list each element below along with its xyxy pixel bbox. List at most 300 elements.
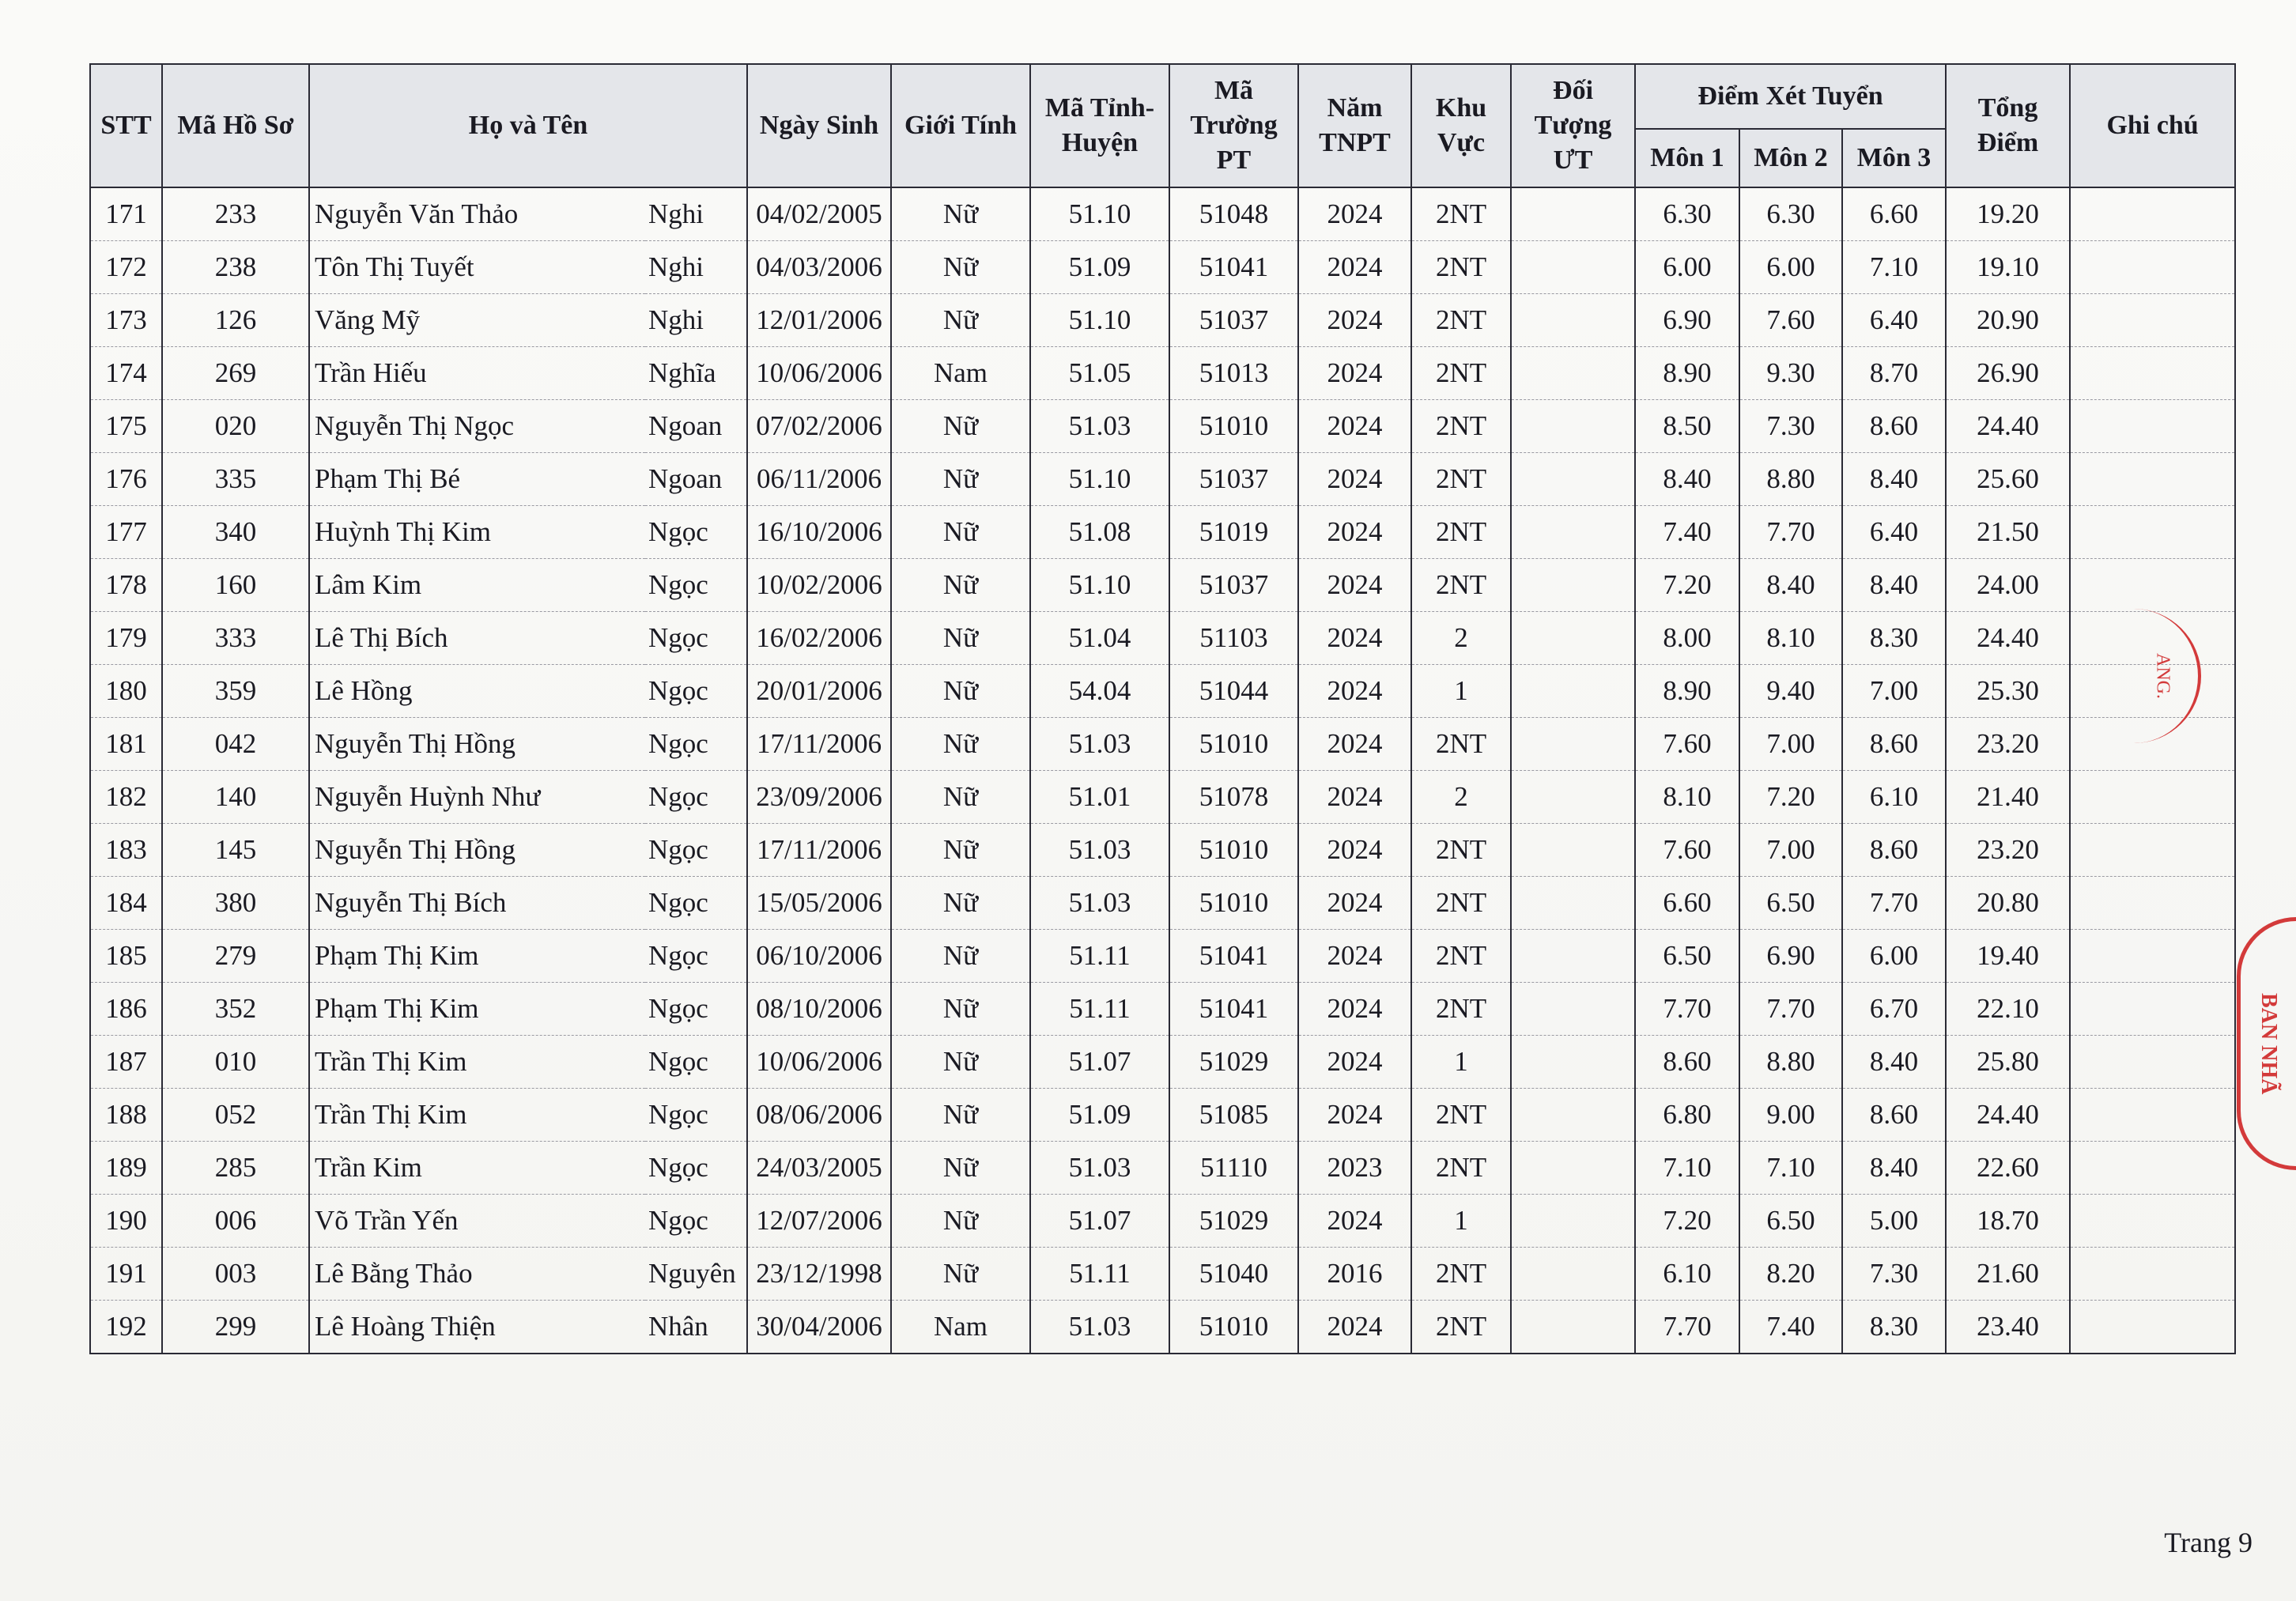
cell-mon-1: 6.50: [1635, 930, 1739, 983]
cell-ghi-chu: [2070, 824, 2235, 877]
cell-ma-tinh-huyen: 51.03: [1030, 877, 1169, 930]
cell-ma-ho-so: 335: [162, 453, 309, 506]
cell-ghi-chu: [2070, 559, 2235, 612]
cell-mon-2: 8.80: [1739, 453, 1842, 506]
cell-mon-1: 6.90: [1635, 294, 1739, 347]
cell-doi-tuong-ut: [1511, 559, 1635, 612]
cell-ma-truong-pt: 51103: [1169, 612, 1298, 665]
cell-ten: Ngọc: [645, 718, 747, 771]
cell-ma-tinh-huyen: 51.11: [1030, 1248, 1169, 1301]
cell-ngay-sinh: 30/04/2006: [747, 1301, 891, 1354]
cell-ngay-sinh: 23/12/1998: [747, 1248, 891, 1301]
cell-ma-truong-pt: 51010: [1169, 1301, 1298, 1354]
cell-stt: 181: [90, 718, 162, 771]
cell-ghi-chu: [2070, 506, 2235, 559]
cell-doi-tuong-ut: [1511, 506, 1635, 559]
cell-mon-2: 7.00: [1739, 718, 1842, 771]
table-row: [90, 241, 2235, 294]
cell-doi-tuong-ut: [1511, 347, 1635, 400]
cell-ho: Nguyễn Thị Ngọc: [309, 400, 645, 453]
cell-ho: Lâm Kim: [309, 559, 645, 612]
cell-tong-diem: 24.40: [1946, 1089, 2070, 1142]
cell-mon-1: 6.30: [1635, 187, 1739, 241]
cell-ma-truong-pt: 51044: [1169, 665, 1298, 718]
cell-doi-tuong-ut: [1511, 877, 1635, 930]
cell-mon-1: 8.40: [1635, 453, 1739, 506]
cell-mon-1: 7.60: [1635, 824, 1739, 877]
cell-mon-2: 6.00: [1739, 241, 1842, 294]
cell-nam-tnpt: 2024: [1298, 1301, 1411, 1354]
cell-mon-2: 8.40: [1739, 559, 1842, 612]
cell-khu-vuc: 2NT: [1411, 1089, 1511, 1142]
cell-doi-tuong-ut: [1511, 187, 1635, 241]
cell-ten: Nguyên: [645, 1248, 747, 1301]
cell-ghi-chu: [2070, 400, 2235, 453]
cell-stt: 178: [90, 559, 162, 612]
cell-tong-diem: 25.80: [1946, 1036, 2070, 1089]
cell-nam-tnpt: 2024: [1298, 187, 1411, 241]
cell-ghi-chu: [2070, 930, 2235, 983]
stamp-arc-text: ANG.: [2152, 653, 2173, 699]
cell-ma-ho-so: 238: [162, 241, 309, 294]
cell-tong-diem: 21.50: [1946, 506, 2070, 559]
cell-ma-ho-so: 160: [162, 559, 309, 612]
cell-ma-tinh-huyen: 51.09: [1030, 1089, 1169, 1142]
cell-stt: 189: [90, 1142, 162, 1195]
cell-ho: Phạm Thị Kim: [309, 983, 645, 1036]
cell-ghi-chu: [2070, 1142, 2235, 1195]
cell-tong-diem: 22.60: [1946, 1142, 2070, 1195]
cell-nam-tnpt: 2024: [1298, 1195, 1411, 1248]
cell-tong-diem: 23.20: [1946, 824, 2070, 877]
table-header-row: [90, 64, 2235, 129]
cell-mon-2: 7.60: [1739, 294, 1842, 347]
cell-gioi-tinh: Nam: [891, 1301, 1030, 1354]
cell-khu-vuc: 2NT: [1411, 930, 1511, 983]
table-row: [90, 612, 2235, 665]
cell-mon-2: 6.50: [1739, 1195, 1842, 1248]
table-row: [90, 187, 2235, 241]
cell-ma-tinh-huyen: 51.10: [1030, 559, 1169, 612]
cell-doi-tuong-ut: [1511, 930, 1635, 983]
cell-khu-vuc: 2NT: [1411, 1248, 1511, 1301]
table-body: [90, 187, 2235, 1354]
cell-ma-ho-so: 126: [162, 294, 309, 347]
cell-ma-truong-pt: 51085: [1169, 1089, 1298, 1142]
cell-gioi-tinh: Nữ: [891, 294, 1030, 347]
cell-doi-tuong-ut: [1511, 718, 1635, 771]
cell-ma-tinh-huyen: 51.05: [1030, 347, 1169, 400]
cell-mon-3: 6.00: [1842, 930, 1946, 983]
cell-stt: 185: [90, 930, 162, 983]
cell-mon-3: 6.10: [1842, 771, 1946, 824]
cell-gioi-tinh: Nữ: [891, 718, 1030, 771]
cell-tong-diem: 19.20: [1946, 187, 2070, 241]
cell-ghi-chu: [2070, 771, 2235, 824]
cell-ngay-sinh: 16/10/2006: [747, 506, 891, 559]
cell-gioi-tinh: Nữ: [891, 400, 1030, 453]
cell-ma-ho-so: 140: [162, 771, 309, 824]
cell-stt: 173: [90, 294, 162, 347]
cell-stt: 184: [90, 877, 162, 930]
cell-ho: Lê Hồng: [309, 665, 645, 718]
cell-ma-tinh-huyen: 51.04: [1030, 612, 1169, 665]
cell-ma-tinh-huyen: 51.03: [1030, 824, 1169, 877]
cell-ghi-chu: [2070, 1248, 2235, 1301]
cell-mon-2: 6.90: [1739, 930, 1842, 983]
cell-ngay-sinh: 20/01/2006: [747, 665, 891, 718]
cell-ma-ho-so: 269: [162, 347, 309, 400]
cell-khu-vuc: 2NT: [1411, 1142, 1511, 1195]
cell-gioi-tinh: Nữ: [891, 187, 1030, 241]
cell-mon-1: 8.90: [1635, 347, 1739, 400]
cell-ten: Ngọc: [645, 506, 747, 559]
cell-doi-tuong-ut: [1511, 294, 1635, 347]
header-doi-tuong-ut: Đối Tượng ƯT: [1511, 64, 1635, 187]
cell-stt: 183: [90, 824, 162, 877]
table-row: [90, 294, 2235, 347]
cell-nam-tnpt: 2024: [1298, 1036, 1411, 1089]
cell-tong-diem: 25.60: [1946, 453, 2070, 506]
header-mon-1: Môn 1: [1635, 129, 1739, 187]
cell-ngay-sinh: 12/07/2006: [747, 1195, 891, 1248]
cell-mon-3: 8.40: [1842, 453, 1946, 506]
cell-ho: Lê Thị Bích: [309, 612, 645, 665]
cell-mon-3: 6.70: [1842, 983, 1946, 1036]
cell-doi-tuong-ut: [1511, 400, 1635, 453]
cell-tong-diem: 21.40: [1946, 771, 2070, 824]
cell-stt: 172: [90, 241, 162, 294]
cell-stt: 191: [90, 1248, 162, 1301]
cell-ho: Huỳnh Thị Kim: [309, 506, 645, 559]
cell-doi-tuong-ut: [1511, 983, 1635, 1036]
cell-tong-diem: 20.90: [1946, 294, 2070, 347]
cell-khu-vuc: 2NT: [1411, 824, 1511, 877]
cell-ten: Ngoan: [645, 453, 747, 506]
cell-khu-vuc: 2NT: [1411, 559, 1511, 612]
cell-mon-1: 8.10: [1635, 771, 1739, 824]
cell-ngay-sinh: 23/09/2006: [747, 771, 891, 824]
cell-mon-3: 8.30: [1842, 612, 1946, 665]
cell-mon-2: 7.40: [1739, 1301, 1842, 1354]
cell-ho: Phạm Thị Bé: [309, 453, 645, 506]
cell-gioi-tinh: Nữ: [891, 241, 1030, 294]
header-nam-tnpt: Năm TNPT: [1298, 64, 1411, 187]
cell-mon-3: 6.60: [1842, 187, 1946, 241]
cell-mon-2: 8.20: [1739, 1248, 1842, 1301]
cell-stt: 175: [90, 400, 162, 453]
cell-ma-truong-pt: 51010: [1169, 877, 1298, 930]
cell-ma-truong-pt: 51029: [1169, 1036, 1298, 1089]
cell-ma-tinh-huyen: 51.03: [1030, 400, 1169, 453]
cell-ghi-chu: [2070, 983, 2235, 1036]
cell-tong-diem: 26.90: [1946, 347, 2070, 400]
table-row: [90, 559, 2235, 612]
cell-ma-ho-so: 380: [162, 877, 309, 930]
cell-nam-tnpt: 2024: [1298, 718, 1411, 771]
cell-stt: 190: [90, 1195, 162, 1248]
cell-ngay-sinh: 08/10/2006: [747, 983, 891, 1036]
cell-mon-3: 6.40: [1842, 294, 1946, 347]
cell-mon-2: 7.00: [1739, 824, 1842, 877]
cell-ghi-chu: [2070, 347, 2235, 400]
cell-ten: Nghi: [645, 294, 747, 347]
cell-nam-tnpt: 2024: [1298, 824, 1411, 877]
cell-ma-ho-so: 052: [162, 1089, 309, 1142]
cell-ma-truong-pt: 51040: [1169, 1248, 1298, 1301]
cell-ten: Ngọc: [645, 612, 747, 665]
cell-stt: 186: [90, 983, 162, 1036]
cell-mon-1: 7.20: [1635, 1195, 1739, 1248]
cell-mon-2: 9.00: [1739, 1089, 1842, 1142]
cell-gioi-tinh: Nữ: [891, 877, 1030, 930]
cell-mon-1: 7.20: [1635, 559, 1739, 612]
cell-mon-2: 9.30: [1739, 347, 1842, 400]
cell-stt: 174: [90, 347, 162, 400]
cell-mon-3: 8.60: [1842, 1089, 1946, 1142]
cell-ghi-chu: [2070, 1089, 2235, 1142]
cell-tong-diem: 23.40: [1946, 1301, 2070, 1354]
cell-tong-diem: 19.40: [1946, 930, 2070, 983]
cell-ngay-sinh: 04/03/2006: [747, 241, 891, 294]
table-row: [90, 347, 2235, 400]
cell-ten: Ngọc: [645, 1195, 747, 1248]
cell-ma-ho-so: 359: [162, 665, 309, 718]
header-ngay-sinh: Ngày Sinh: [747, 64, 891, 187]
cell-gioi-tinh: Nữ: [891, 824, 1030, 877]
cell-khu-vuc: 2NT: [1411, 1301, 1511, 1354]
cell-khu-vuc: 2: [1411, 771, 1511, 824]
cell-doi-tuong-ut: [1511, 1301, 1635, 1354]
cell-gioi-tinh: Nữ: [891, 665, 1030, 718]
table-row: [90, 718, 2235, 771]
cell-ma-truong-pt: 51048: [1169, 187, 1298, 241]
header-ma-tinh-huyen: Mã Tỉnh-Huyện: [1030, 64, 1169, 187]
cell-ten: Nghĩa: [645, 347, 747, 400]
cell-mon-3: 5.00: [1842, 1195, 1946, 1248]
cell-ma-truong-pt: 51010: [1169, 718, 1298, 771]
cell-ma-tinh-huyen: 51.03: [1030, 1301, 1169, 1354]
cell-mon-3: 6.40: [1842, 506, 1946, 559]
table-row: [90, 1301, 2235, 1354]
cell-mon-3: 8.40: [1842, 559, 1946, 612]
cell-mon-3: 8.40: [1842, 1036, 1946, 1089]
cell-mon-1: 8.50: [1635, 400, 1739, 453]
cell-ho: Lê Hoàng Thiện: [309, 1301, 645, 1354]
header-mon-2: Môn 2: [1739, 129, 1842, 187]
table-row: [90, 877, 2235, 930]
cell-gioi-tinh: Nữ: [891, 1142, 1030, 1195]
cell-mon-2: 7.10: [1739, 1142, 1842, 1195]
cell-mon-1: 6.00: [1635, 241, 1739, 294]
cell-tong-diem: 22.10: [1946, 983, 2070, 1036]
table-row: [90, 1142, 2235, 1195]
header-stt: STT: [90, 64, 162, 187]
cell-gioi-tinh: Nữ: [891, 453, 1030, 506]
header-tong-diem: Tổng Điểm: [1946, 64, 2070, 187]
cell-mon-1: 8.00: [1635, 612, 1739, 665]
cell-mon-3: 8.60: [1842, 824, 1946, 877]
table-row: [90, 453, 2235, 506]
cell-nam-tnpt: 2024: [1298, 983, 1411, 1036]
cell-mon-1: 7.10: [1635, 1142, 1739, 1195]
cell-ma-truong-pt: 51110: [1169, 1142, 1298, 1195]
cell-ngay-sinh: 24/03/2005: [747, 1142, 891, 1195]
header-ho-va-ten: Họ và Tên: [309, 64, 747, 187]
cell-ma-truong-pt: 51041: [1169, 983, 1298, 1036]
cell-stt: 182: [90, 771, 162, 824]
cell-ho: Nguyễn Thị Hồng: [309, 718, 645, 771]
cell-ma-ho-so: 340: [162, 506, 309, 559]
cell-ma-ho-so: 279: [162, 930, 309, 983]
cell-ma-ho-so: 145: [162, 824, 309, 877]
cell-nam-tnpt: 2024: [1298, 506, 1411, 559]
header-diem-xet-tuyen: Điểm Xét Tuyển: [1635, 64, 1946, 129]
cell-khu-vuc: 2NT: [1411, 294, 1511, 347]
cell-ho: Nguyễn Huỳnh Như: [309, 771, 645, 824]
cell-doi-tuong-ut: [1511, 1036, 1635, 1089]
cell-ten: Ngọc: [645, 877, 747, 930]
cell-ma-tinh-huyen: 51.03: [1030, 1142, 1169, 1195]
cell-ghi-chu: [2070, 187, 2235, 241]
cell-mon-1: 8.60: [1635, 1036, 1739, 1089]
table-row: [90, 1195, 2235, 1248]
cell-ten: Ngọc: [645, 771, 747, 824]
cell-tong-diem: 19.10: [1946, 241, 2070, 294]
cell-ngay-sinh: 16/02/2006: [747, 612, 891, 665]
cell-ten: Ngọc: [645, 559, 747, 612]
cell-ma-tinh-huyen: 51.01: [1030, 771, 1169, 824]
cell-mon-2: 9.40: [1739, 665, 1842, 718]
cell-ho: Phạm Thị Kim: [309, 930, 645, 983]
cell-nam-tnpt: 2024: [1298, 347, 1411, 400]
cell-khu-vuc: 2NT: [1411, 400, 1511, 453]
cell-ma-tinh-huyen: 51.07: [1030, 1195, 1169, 1248]
cell-ma-tinh-huyen: 51.11: [1030, 930, 1169, 983]
cell-mon-3: 7.10: [1842, 241, 1946, 294]
cell-nam-tnpt: 2024: [1298, 612, 1411, 665]
cell-ma-ho-so: 006: [162, 1195, 309, 1248]
header-ma-truong-pt: Mã Trường PT: [1169, 64, 1298, 187]
cell-gioi-tinh: Nữ: [891, 1089, 1030, 1142]
cell-ten: Ngọc: [645, 1036, 747, 1089]
cell-khu-vuc: 1: [1411, 1036, 1511, 1089]
cell-ten: Ngọc: [645, 1089, 747, 1142]
cell-nam-tnpt: 2024: [1298, 294, 1411, 347]
cell-doi-tuong-ut: [1511, 1195, 1635, 1248]
cell-nam-tnpt: 2023: [1298, 1142, 1411, 1195]
stamp-text: BAN NHÃ: [2256, 992, 2281, 1095]
cell-doi-tuong-ut: [1511, 1089, 1635, 1142]
cell-ngay-sinh: 08/06/2006: [747, 1089, 891, 1142]
cell-khu-vuc: 2NT: [1411, 506, 1511, 559]
red-stamp-partial: [2237, 917, 2296, 1170]
cell-ma-truong-pt: 51019: [1169, 506, 1298, 559]
cell-mon-1: 8.90: [1635, 665, 1739, 718]
cell-ma-ho-so: 299: [162, 1301, 309, 1354]
cell-mon-2: 8.80: [1739, 1036, 1842, 1089]
cell-ghi-chu: [2070, 877, 2235, 930]
cell-gioi-tinh: Nữ: [891, 930, 1030, 983]
cell-tong-diem: 20.80: [1946, 877, 2070, 930]
cell-mon-1: 7.60: [1635, 718, 1739, 771]
cell-tong-diem: 21.60: [1946, 1248, 2070, 1301]
cell-nam-tnpt: 2024: [1298, 559, 1411, 612]
cell-ten: Ngọc: [645, 1142, 747, 1195]
cell-mon-1: 6.10: [1635, 1248, 1739, 1301]
cell-ma-truong-pt: 51037: [1169, 294, 1298, 347]
cell-nam-tnpt: 2024: [1298, 241, 1411, 294]
cell-ma-ho-so: 285: [162, 1142, 309, 1195]
cell-khu-vuc: 2NT: [1411, 241, 1511, 294]
table-row: [90, 771, 2235, 824]
cell-ho: Võ Trần Yến: [309, 1195, 645, 1248]
cell-mon-1: 6.60: [1635, 877, 1739, 930]
cell-ten: Nghi: [645, 241, 747, 294]
cell-nam-tnpt: 2024: [1298, 877, 1411, 930]
cell-ma-ho-so: 042: [162, 718, 309, 771]
cell-khu-vuc: 2: [1411, 612, 1511, 665]
cell-ngay-sinh: 15/05/2006: [747, 877, 891, 930]
cell-mon-2: 7.70: [1739, 983, 1842, 1036]
cell-ma-truong-pt: 51010: [1169, 400, 1298, 453]
cell-ngay-sinh: 10/02/2006: [747, 559, 891, 612]
cell-ma-tinh-huyen: 51.10: [1030, 453, 1169, 506]
cell-mon-3: 8.30: [1842, 1301, 1946, 1354]
cell-stt: 192: [90, 1301, 162, 1354]
header-mon-3: Môn 3: [1842, 129, 1946, 187]
cell-doi-tuong-ut: [1511, 771, 1635, 824]
header-gioi-tinh: Giới Tính: [891, 64, 1030, 187]
cell-khu-vuc: 2NT: [1411, 187, 1511, 241]
cell-ho: Nguyễn Văn Thảo: [309, 187, 645, 241]
cell-ho: Văng Mỹ: [309, 294, 645, 347]
cell-ma-ho-so: 233: [162, 187, 309, 241]
cell-ngay-sinh: 10/06/2006: [747, 347, 891, 400]
cell-ho: Nguyễn Thị Bích: [309, 877, 645, 930]
cell-ma-tinh-huyen: 51.10: [1030, 294, 1169, 347]
table-row: [90, 1036, 2235, 1089]
cell-mon-1: 7.70: [1635, 1301, 1739, 1354]
cell-tong-diem: 18.70: [1946, 1195, 2070, 1248]
cell-doi-tuong-ut: [1511, 824, 1635, 877]
cell-khu-vuc: 1: [1411, 1195, 1511, 1248]
cell-ten: Ngoan: [645, 400, 747, 453]
cell-doi-tuong-ut: [1511, 453, 1635, 506]
cell-ma-ho-so: 352: [162, 983, 309, 1036]
cell-ngay-sinh: 17/11/2006: [747, 824, 891, 877]
cell-ghi-chu: [2070, 1301, 2235, 1354]
cell-tong-diem: 24.00: [1946, 559, 2070, 612]
cell-stt: 176: [90, 453, 162, 506]
cell-ma-tinh-huyen: 51.03: [1030, 718, 1169, 771]
cell-ma-truong-pt: 51078: [1169, 771, 1298, 824]
table-row: [90, 983, 2235, 1036]
cell-ghi-chu: [2070, 1195, 2235, 1248]
cell-ngay-sinh: 17/11/2006: [747, 718, 891, 771]
cell-tong-diem: 24.40: [1946, 400, 2070, 453]
cell-ma-truong-pt: 51041: [1169, 930, 1298, 983]
cell-nam-tnpt: 2024: [1298, 400, 1411, 453]
cell-ma-ho-so: 010: [162, 1036, 309, 1089]
cell-ho: Lê Bằng Thảo: [309, 1248, 645, 1301]
cell-mon-2: 7.20: [1739, 771, 1842, 824]
cell-khu-vuc: 2NT: [1411, 453, 1511, 506]
cell-ma-tinh-huyen: 51.07: [1030, 1036, 1169, 1089]
table-row: [90, 824, 2235, 877]
cell-ho: Trần Thị Kim: [309, 1036, 645, 1089]
cell-ma-tinh-huyen: 51.11: [1030, 983, 1169, 1036]
